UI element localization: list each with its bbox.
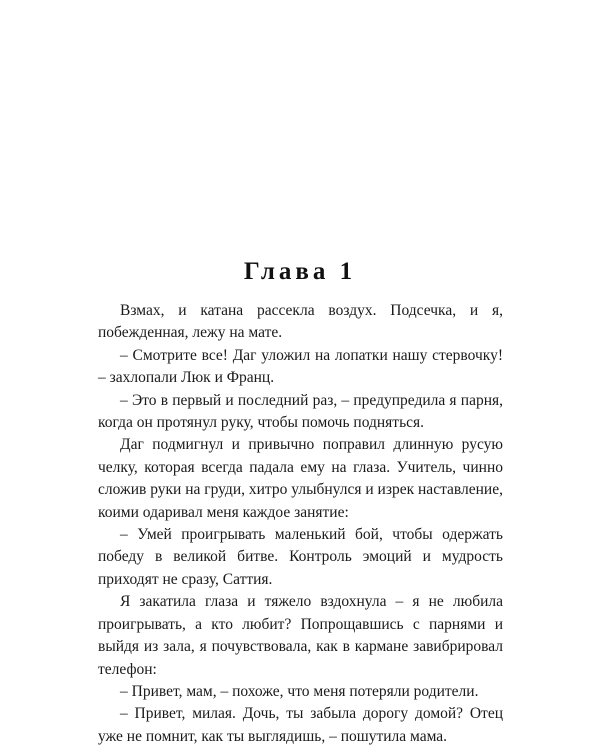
chapter-text bbox=[98, 300, 503, 748]
paragraph: – Умей проигрывать маленький бой, чтобы одержать победу в великой битве. Контроль эмоций и мудрость приходят не сразу, Саттия. bbox=[98, 526, 503, 588]
paragraph: – Привет, мам, – похоже, что меня потеряли родители. bbox=[120, 682, 479, 700]
paragraph: Я закатила глаза и тяжело вздохнула – я не любила проигрывать, а кто любит? Попрощавшись с парнями и выйдя из зала, я почувствовала, как в кармане завибрировал телефон: bbox=[98, 593, 503, 678]
paragraph: Взмах, и катана рассекла воздух. Подсечка, и я, побежденная, лежу на мате. bbox=[98, 302, 503, 342]
chapter-title: Глава 1 bbox=[243, 258, 357, 285]
paragraph: – Смотрите все! Даг уложил на лопатки нашу стервочку! – захлопали Люк и Франц. bbox=[98, 346, 503, 387]
paragraph: – Это в первый и последний раз, – предупредила я парня, когда он протянул руку, чтобы помочь подняться. bbox=[98, 391, 503, 432]
paragraph: Даг подмигнул и привычно поправил длинную русую челку, которая всегда падала ему на глаза. Учитель, чинно сложив руки на груди, хитро улыбнулся и изрек наставление, коими одаривал меня каждое занятие: bbox=[98, 436, 503, 521]
paragraph: – Привет, милая. Дочь, ты забыла дорогу домой? Отец уже не помнит, как ты выглядишь, – пошутила мама. bbox=[98, 705, 503, 745]
